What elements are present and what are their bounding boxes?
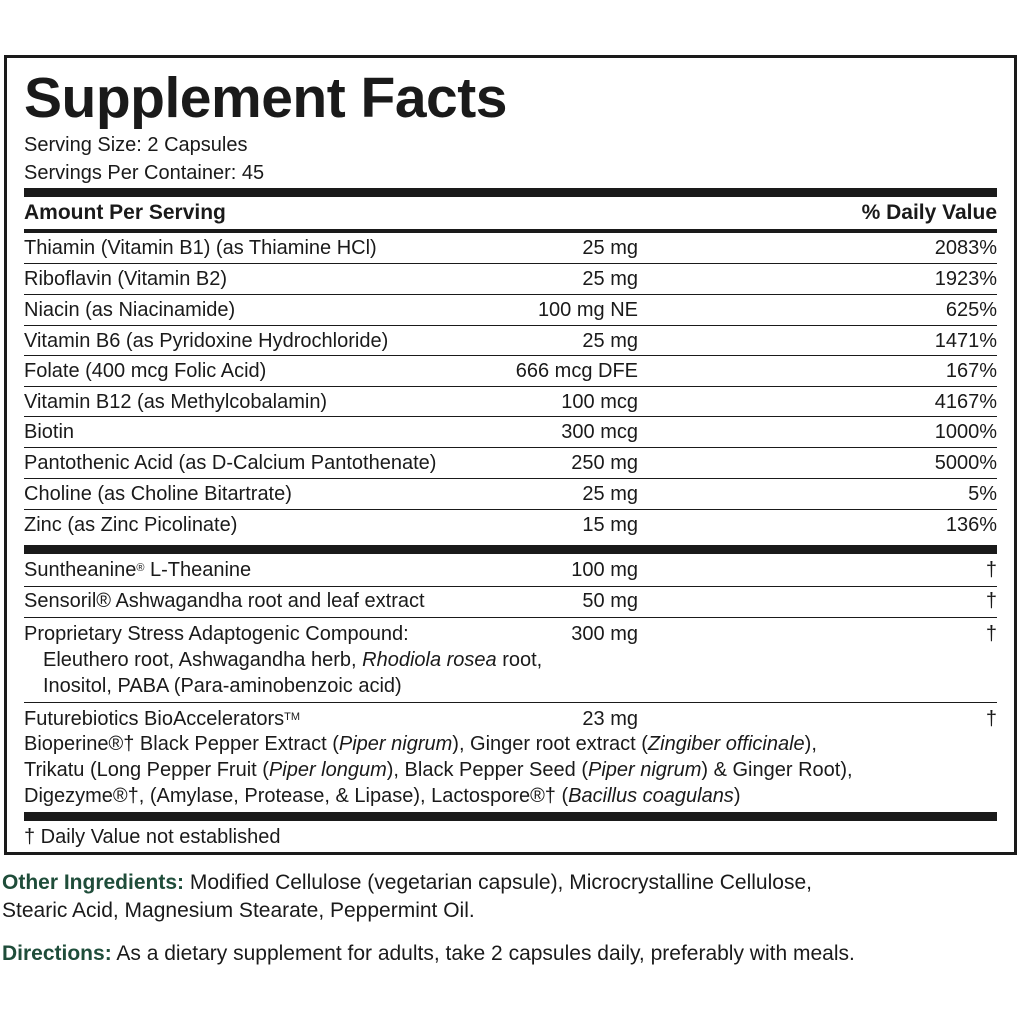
row-amount-suntheanine: 100 mg xyxy=(571,559,638,581)
nutrient-daily-value: 2083% xyxy=(934,237,997,259)
nutrient-name: Choline (as Choline Bitartrate) xyxy=(24,483,292,505)
nutrient-amount: 300 mcg xyxy=(561,421,638,443)
nutrient-amount: 100 mcg xyxy=(561,391,638,413)
footnote: † Daily Value not established xyxy=(24,826,281,848)
nutrient-name: Zinc (as Zinc Picolinate) xyxy=(24,514,238,536)
proprietary-ingredients-line-1: Eleuthero root, Ashwagandha herb, Rhodiola rosea root, xyxy=(43,649,543,671)
directions: Directions: As a dietary supplement for adults, take 2 capsules daily, preferably with meals. xyxy=(2,942,855,965)
nutrient-name: Vitamin B6 (as Pyridoxine Hydrochloride) xyxy=(24,330,389,352)
row-name-sensoril: Sensoril® Ashwagandha root and leaf extract xyxy=(24,590,425,612)
nutrient-amount: 250 mg xyxy=(571,452,638,474)
row-divider xyxy=(24,586,997,587)
nutrient-name: Vitamin B12 (as Methylcobalamin) xyxy=(24,391,328,413)
row-divider xyxy=(24,509,997,510)
other-ingredients-line-1: Other Ingredients: Modified Cellulose (vegetarian capsule), Microcrystalline Cellulose, xyxy=(2,871,812,894)
nutrient-amount: 25 mg xyxy=(582,483,638,505)
row-amount-sensoril: 50 mg xyxy=(582,590,638,612)
thick-divider-3 xyxy=(24,812,997,821)
row-divider xyxy=(24,447,997,448)
nutrient-name: Biotin xyxy=(24,421,75,443)
nutrient-daily-value: 5000% xyxy=(934,452,997,474)
supplement-facts-panel xyxy=(4,55,1017,855)
futurebiotics-line-3: Digezyme®†, (Amylase, Protease, & Lipase), Lactospore®† (Bacillus coagulans) xyxy=(24,785,741,807)
medium-divider xyxy=(24,229,997,233)
row-dv-proprietary: † xyxy=(985,623,997,645)
row-divider xyxy=(24,386,997,387)
nutrient-amount: 25 mg xyxy=(582,330,638,352)
serving-size: Serving Size: 2 Capsules xyxy=(24,134,248,156)
futurebiotics-line-2: Trikatu (Long Pepper Fruit (Piper longum), Black Pepper Seed (Piper nigrum) & Ginger Root), xyxy=(24,759,853,781)
row-dv-futurebiotics: † xyxy=(985,708,997,730)
row-name-proprietary: Proprietary Stress Adaptogenic Compound: xyxy=(24,623,409,645)
daily-value-header: % Daily Value xyxy=(861,201,997,224)
proprietary-ingredients-line-2: Inositol, PABA (Para-aminobenzoic acid) xyxy=(43,675,402,697)
row-dv-suntheanine: † xyxy=(985,559,997,581)
nutrient-daily-value: 167% xyxy=(945,360,997,382)
thick-divider-2 xyxy=(24,545,997,554)
nutrient-daily-value: 1471% xyxy=(934,330,997,352)
nutrient-amount: 25 mg xyxy=(582,237,638,259)
servings-per-container: Servings Per Container: 45 xyxy=(24,162,265,184)
row-amount-futurebiotics: 23 mg xyxy=(582,708,638,730)
nutrient-daily-value: 1923% xyxy=(934,268,997,290)
other-ingredients-label: Other Ingredients: xyxy=(2,871,185,894)
nutrient-amount: 666 mcg DFE xyxy=(515,360,638,382)
row-name-futurebiotics: Futurebiotics BioAccelerators™ xyxy=(24,708,300,730)
nutrient-daily-value: 625% xyxy=(945,299,997,321)
nutrient-name: Thiamin (Vitamin B1) (as Thiamine HCl) xyxy=(24,237,377,259)
nutrient-name: Pantothenic Acid (as D-Calcium Pantothenate) xyxy=(24,452,437,474)
row-divider xyxy=(24,478,997,479)
row-divider xyxy=(24,416,997,417)
nutrient-daily-value: 5% xyxy=(968,483,997,505)
row-amount-proprietary: 300 mg xyxy=(571,623,638,645)
other-ingredients-line-2: Stearic Acid, Magnesium Stearate, Peppermint Oil. xyxy=(2,899,475,922)
thick-divider xyxy=(24,188,997,197)
nutrient-amount: 100 mg NE xyxy=(537,299,638,321)
row-dv-sensoril: † xyxy=(985,590,997,612)
row-divider xyxy=(24,355,997,356)
row-divider xyxy=(24,294,997,295)
panel-title: Supplement Facts xyxy=(24,66,507,130)
row-divider xyxy=(24,263,997,264)
directions-label: Directions: xyxy=(2,942,112,965)
nutrient-daily-value: 4167% xyxy=(934,391,997,413)
row-name-suntheanine: Suntheanine® L-Theanine xyxy=(24,559,252,581)
nutrient-name: Niacin (as Niacinamide) xyxy=(24,299,236,321)
nutrient-name: Folate (400 mcg Folic Acid) xyxy=(24,360,267,382)
nutrient-amount: 25 mg xyxy=(582,268,638,290)
amount-per-serving-header: Amount Per Serving xyxy=(24,201,226,224)
nutrient-daily-value: 136% xyxy=(945,514,997,536)
row-divider xyxy=(24,325,997,326)
row-divider xyxy=(24,617,997,618)
nutrient-name: Riboflavin (Vitamin B2) xyxy=(24,268,228,290)
row-divider xyxy=(24,702,997,703)
nutrient-daily-value: 1000% xyxy=(934,421,997,443)
futurebiotics-line-1: Bioperine®† Black Pepper Extract (Piper nigrum), Ginger root extract (Zingiber officinale), xyxy=(24,733,817,755)
nutrient-amount: 15 mg xyxy=(582,514,638,536)
